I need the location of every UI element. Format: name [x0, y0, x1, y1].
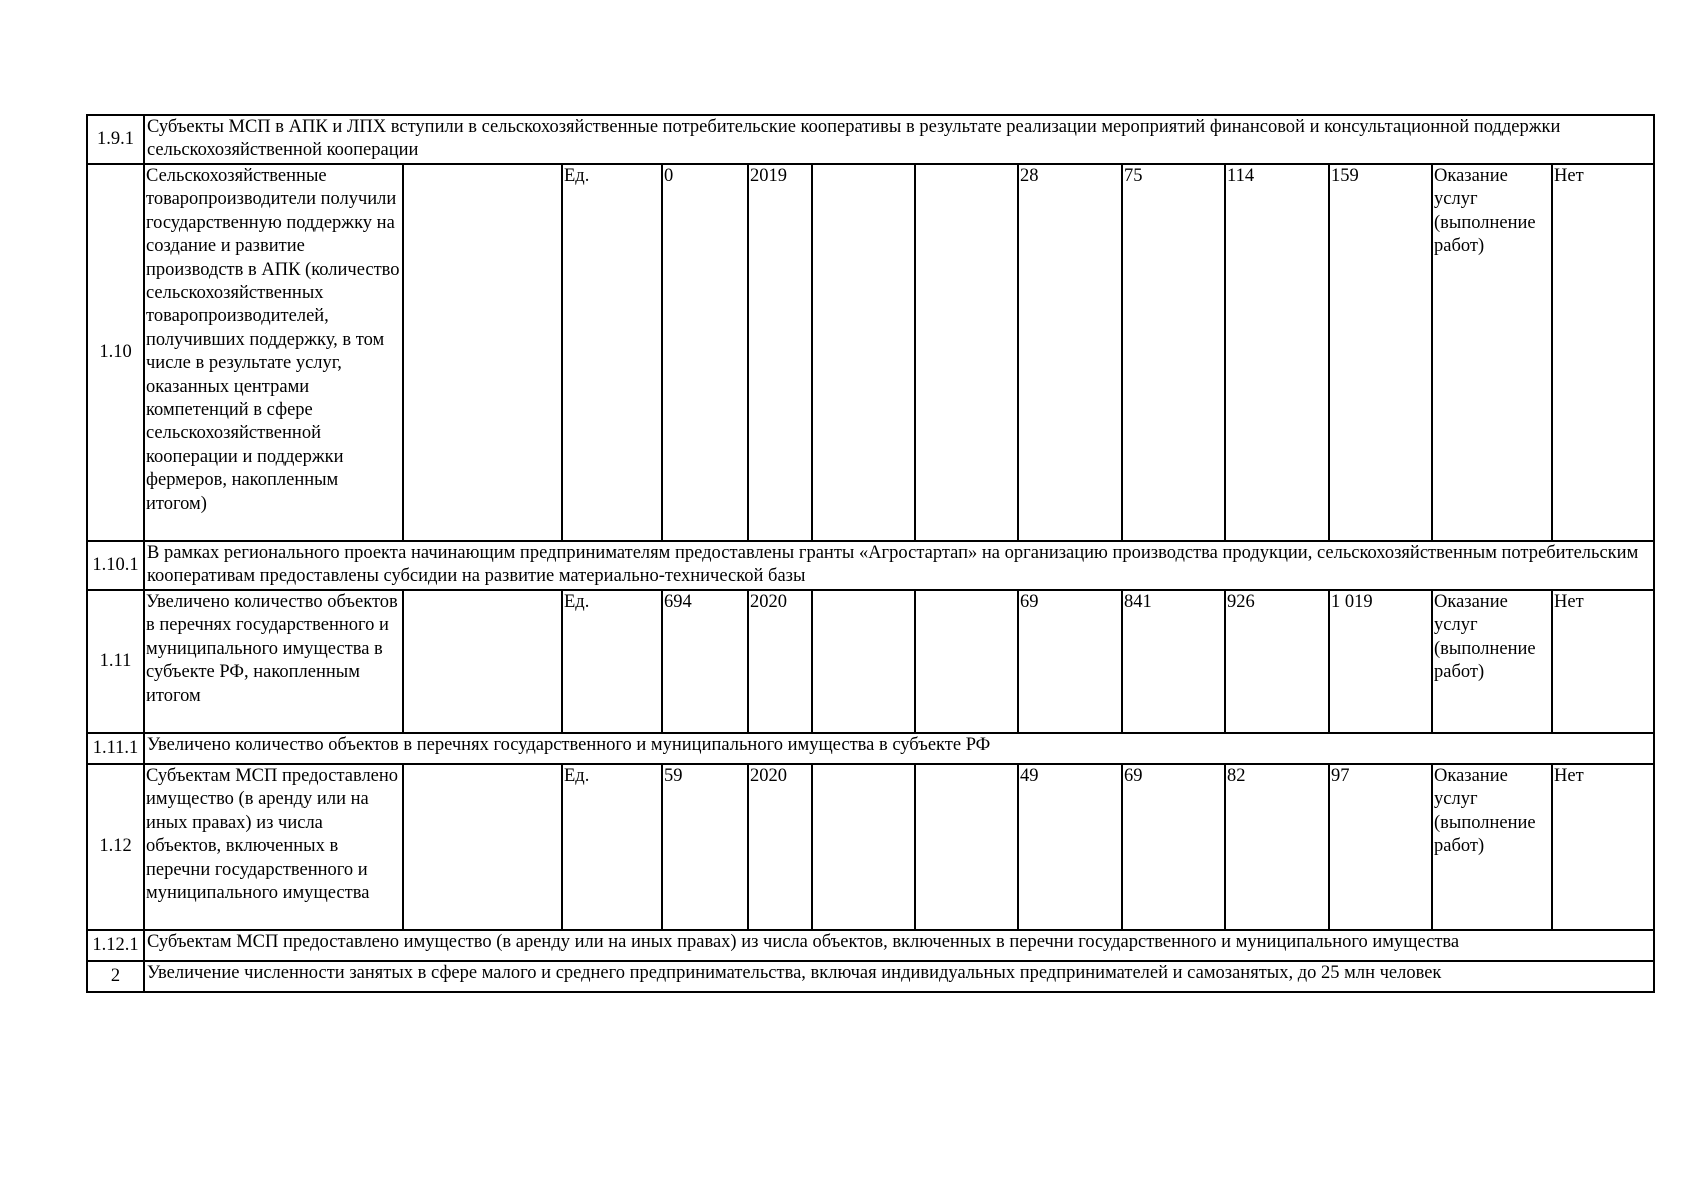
unit-cell: Ед.	[562, 764, 662, 930]
type-cell: Оказание услуг (выполнение работ)	[1432, 764, 1552, 930]
flag-cell: Нет	[1552, 590, 1654, 733]
indicators-table	[86, 114, 1655, 993]
row-description: В рамках регионального проекта начинающим предпринимателям предоставлены гранты «Агростартап» на организацию производства продукции, сельскохозяйственным потребительским кооперативам предоставлены субсидии на развитие материально-технической базы	[144, 541, 1654, 590]
value-cell: 69	[1018, 590, 1122, 733]
unit-cell: Ед.	[562, 590, 662, 733]
base-value-cell: 59	[662, 764, 748, 930]
empty-cell	[812, 590, 915, 733]
value-cell: 1 019	[1329, 590, 1432, 733]
value-cell: 114	[1225, 164, 1329, 541]
value-cell: 75	[1122, 164, 1225, 541]
type-cell: Оказание услуг (выполнение работ)	[1432, 164, 1552, 541]
empty-cell	[812, 164, 915, 541]
row-number: 2	[87, 961, 144, 992]
row-description: Увеличено количество объектов в перечнях государственного и муниципального имущества в субъекте РФ	[144, 733, 1654, 764]
base-value-cell: 0	[662, 164, 748, 541]
base-year-cell: 2019	[748, 164, 812, 541]
type-cell: Оказание услуг (выполнение работ)	[1432, 590, 1552, 733]
table-row-1-11-1	[87, 733, 1654, 764]
value-cell: 97	[1329, 764, 1432, 930]
indicator-name: Сельскохозяйственные товаропроизводители получили государственную поддержку на создание и развитие производств в АПК (количество сельскохозяйственных товаропроизводителей, получивших поддержку, в том числе в результате услуг, оказанных центрами компетенций в сфере сельскохозяйственной кооперации и поддержки фермеров, накопленным итогом)	[144, 164, 403, 541]
value-cell: 841	[1122, 590, 1225, 733]
row-number: 1.10.1	[87, 541, 144, 590]
table-row-1-10	[87, 164, 1654, 541]
base-year-cell: 2020	[748, 590, 812, 733]
value-cell: 159	[1329, 164, 1432, 541]
value-cell: 82	[1225, 764, 1329, 930]
table-row-1-12-1	[87, 930, 1654, 961]
table-row-1-11	[87, 590, 1654, 733]
row-number: 1.12.1	[87, 930, 144, 961]
indicator-name: Увеличено количество объектов в перечнях государственного и муниципального имущества в субъекте РФ, накопленным итогом	[144, 590, 403, 733]
empty-cell	[403, 164, 562, 541]
row-description: Увеличение численности занятых в сфере малого и среднего предпринимательства, включая индивидуальных предпринимателей и самозанятых, до 25 млн человек	[144, 961, 1654, 992]
row-number: 1.9.1	[87, 115, 144, 164]
flag-cell: Нет	[1552, 164, 1654, 541]
empty-cell	[403, 590, 562, 733]
row-description: Субъектам МСП предоставлено имущество (в аренду или на иных правах) из числа объектов, включенных в перечни государственного и муниципального имущества	[144, 930, 1654, 961]
empty-cell	[812, 764, 915, 930]
indicator-name: Субъектам МСП предоставлено имущество (в аренду или на иных правах) из числа объектов, включенных в перечни государственного и муниципального имущества	[144, 764, 403, 930]
row-number: 1.11.1	[87, 733, 144, 764]
table-row-1-12	[87, 764, 1654, 930]
empty-cell	[915, 764, 1018, 930]
flag-cell: Нет	[1552, 764, 1654, 930]
value-cell: 28	[1018, 164, 1122, 541]
row-number: 1.10	[87, 164, 144, 541]
value-cell: 69	[1122, 764, 1225, 930]
empty-cell	[915, 164, 1018, 541]
row-number: 1.12	[87, 764, 144, 930]
value-cell: 926	[1225, 590, 1329, 733]
table-row-2	[87, 961, 1654, 992]
unit-cell: Ед.	[562, 164, 662, 541]
base-value-cell: 694	[662, 590, 748, 733]
base-year-cell: 2020	[748, 764, 812, 930]
empty-cell	[915, 590, 1018, 733]
empty-cell	[403, 764, 562, 930]
table-row-1-9-1	[87, 115, 1654, 164]
row-description: Субъекты МСП в АПК и ЛПХ вступили в сельскохозяйственные потребительские кооперативы в результате реализации мероприятий финансовой и консультационной поддержки сельскохозяйственной кооперации	[144, 115, 1654, 164]
row-number: 1.11	[87, 590, 144, 733]
value-cell: 49	[1018, 764, 1122, 930]
table-row-1-10-1	[87, 541, 1654, 590]
